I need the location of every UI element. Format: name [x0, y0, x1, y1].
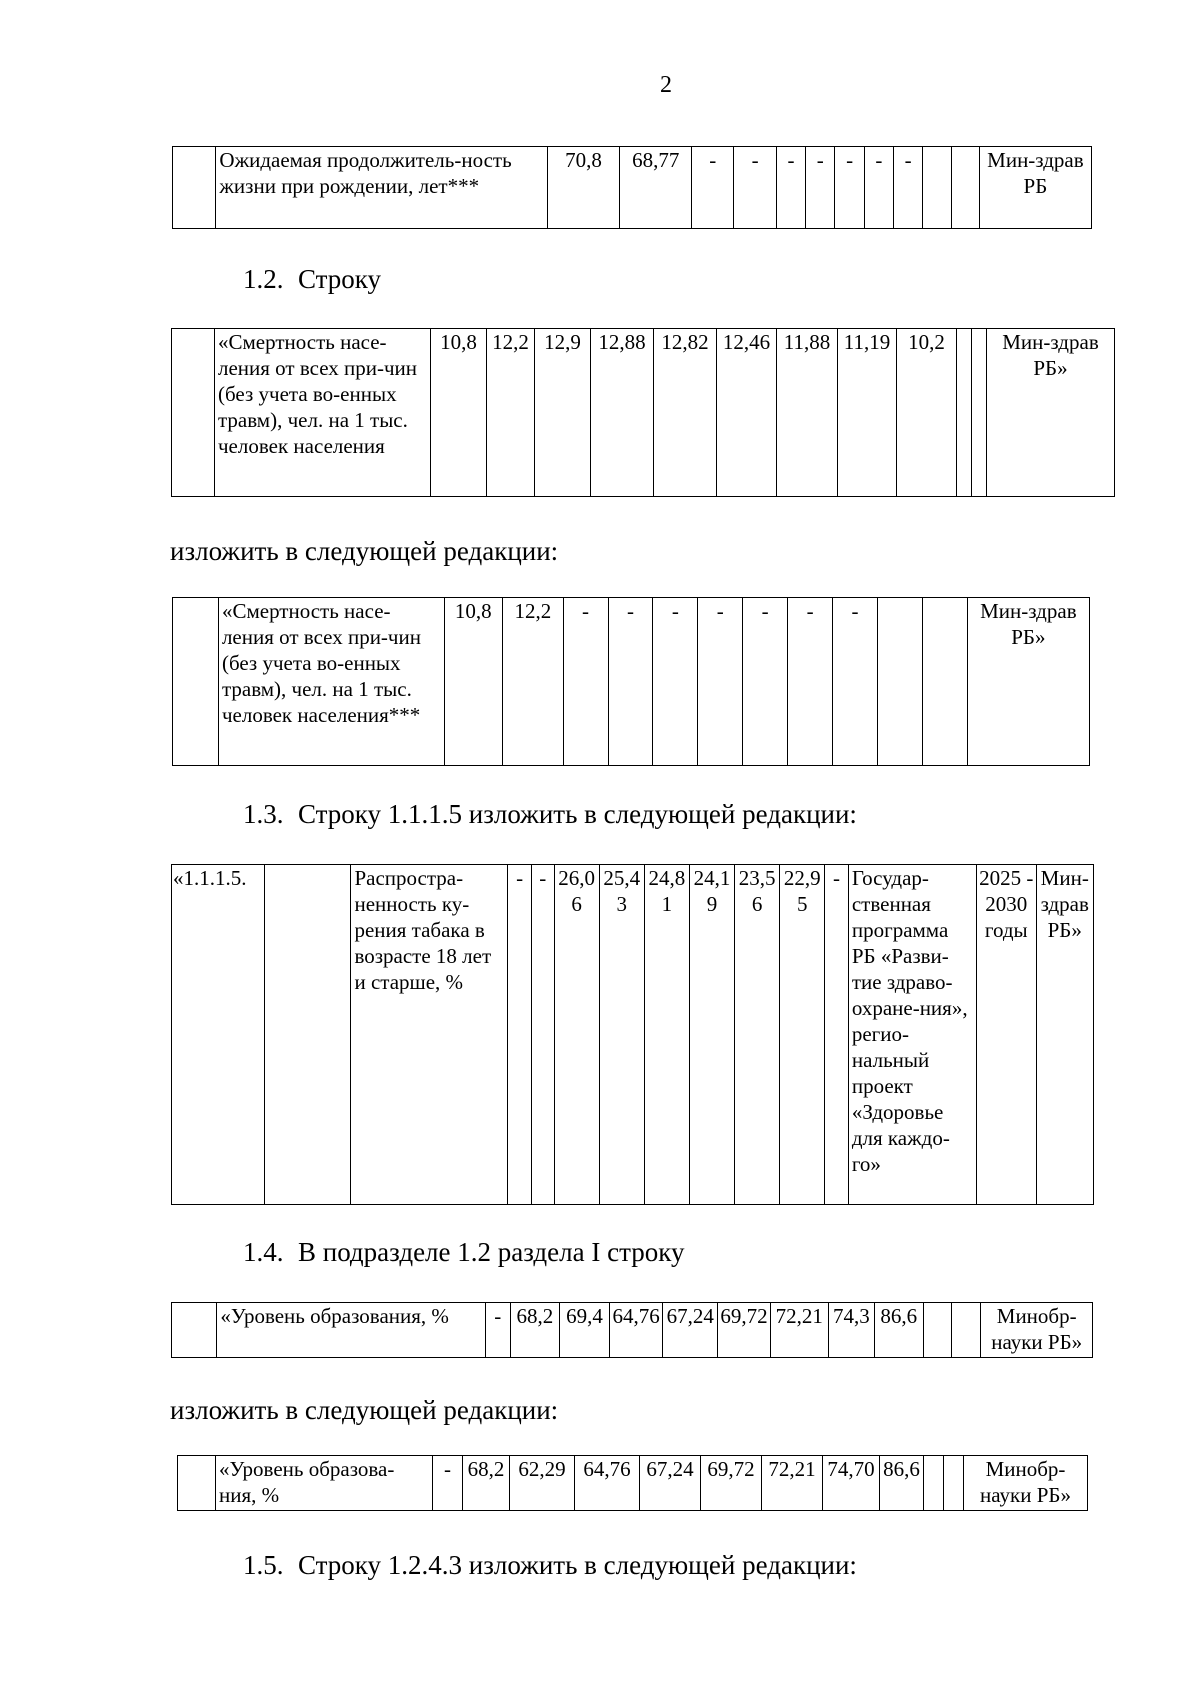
- indicator-label: Ожидаемая продолжитель-ность жизни при рождении, лет***: [216, 147, 547, 229]
- paragraph-text: Строку 1.2.4.3 изложить в следующей редакции:: [298, 1550, 857, 1580]
- paragraph-number: 1.2.: [243, 264, 284, 294]
- value-cell: -: [788, 598, 833, 766]
- value-cell: [877, 598, 922, 766]
- value-cell: -: [531, 865, 554, 1205]
- responsible-cell: Минобр-науки РБ»: [981, 1303, 1093, 1358]
- value-cell: 11,19: [838, 329, 897, 497]
- value-cell: 68,2: [463, 1456, 510, 1511]
- value-cell: 12,2: [487, 329, 535, 497]
- value-cell: 68,77: [620, 147, 692, 229]
- value-cell: 67,24: [663, 1303, 718, 1358]
- value-cell: -: [563, 598, 608, 766]
- value-cell: -: [776, 147, 805, 229]
- value-cell: -: [485, 1303, 510, 1358]
- value-cell: 69,4: [560, 1303, 610, 1358]
- paragraph-redaction-2: [170, 1395, 558, 1426]
- value-cell: 10,8: [431, 329, 487, 497]
- value-cell: 70,8: [547, 147, 620, 229]
- row-code-cell: [173, 598, 219, 766]
- value-cell: 12,46: [717, 329, 777, 497]
- value-cell: 72,21: [770, 1303, 828, 1358]
- indicator-label: «Уровень образова-ния, %: [216, 1456, 433, 1511]
- value-cell: [957, 329, 972, 497]
- value-cell: 11,88: [777, 329, 838, 497]
- paragraph-number: 1.3.: [243, 799, 284, 829]
- page-number: 2: [660, 72, 672, 98]
- value-cell: 26,06: [554, 865, 599, 1205]
- value-cell: 62,29: [510, 1456, 575, 1511]
- value-cell: 23,56: [735, 865, 780, 1205]
- value-cell: -: [743, 598, 788, 766]
- row-code-cell: [172, 1303, 217, 1358]
- value-cell: 12,2: [503, 598, 564, 766]
- value-cell: 10,8: [444, 598, 502, 766]
- value-cell: 64,76: [575, 1456, 640, 1511]
- value-cell: 86,6: [880, 1456, 924, 1511]
- paragraph-redaction-1: [170, 536, 558, 567]
- value-cell: [952, 1303, 981, 1358]
- responsible-cell: Мин-здрав РБ»: [967, 598, 1089, 766]
- responsible-cell: Мин-здрав РБ»: [987, 329, 1115, 497]
- value-cell: 12,88: [591, 329, 654, 497]
- indicator-label: Распростра-ненность ку-рения табака в возрасте 18 лет и старше, %: [351, 865, 508, 1205]
- value-cell: 74,70: [823, 1456, 880, 1511]
- table-mortality-old: [171, 328, 1115, 497]
- period-cell: 2025 - 2030 годы: [977, 865, 1036, 1205]
- value-cell: 74,3: [828, 1303, 874, 1358]
- value-cell: 69,72: [701, 1456, 762, 1511]
- empty-cell: [265, 865, 351, 1205]
- row-code-cell: [172, 329, 215, 497]
- value-cell: 24,81: [644, 865, 689, 1205]
- value-cell: [922, 598, 967, 766]
- value-cell: 67,24: [640, 1456, 701, 1511]
- table-life-expectancy: [172, 146, 1092, 229]
- paragraph-number: 1.4.: [243, 1237, 284, 1267]
- table-smoking-prevalence: [171, 864, 1094, 1205]
- value-cell: -: [698, 598, 743, 766]
- value-cell: 72,21: [762, 1456, 823, 1511]
- paragraph-1-2: [243, 264, 381, 295]
- paragraph-1-3: [243, 799, 857, 830]
- value-cell: -: [653, 598, 698, 766]
- value-cell: 68,2: [510, 1303, 560, 1358]
- value-cell: -: [608, 598, 653, 766]
- value-cell: [923, 147, 951, 229]
- paragraph-1-5: [243, 1550, 857, 1581]
- value-cell: 64,76: [609, 1303, 663, 1358]
- value-cell: -: [508, 865, 532, 1205]
- paragraph-text: В подразделе 1.2 раздела I строку: [298, 1237, 685, 1267]
- value-cell: [972, 329, 987, 497]
- paragraph-text: изложить в следующей редакции:: [170, 536, 559, 566]
- value-cell: 24,19: [689, 865, 734, 1205]
- value-cell: -: [835, 147, 864, 229]
- responsible-cell: Мин-здрав РБ»: [1036, 865, 1094, 1205]
- value-cell: -: [433, 1456, 463, 1511]
- paragraph-text: Строку: [298, 264, 382, 294]
- value-cell: [944, 1456, 964, 1511]
- value-cell: 86,6: [875, 1303, 924, 1358]
- value-cell: -: [806, 147, 835, 229]
- value-cell: -: [893, 147, 922, 229]
- row-code-cell: «1.1.1.5.: [172, 865, 265, 1205]
- indicator-label: «Смертность насе-ления от всех при-чин (без учета во-енных травм), чел. на 1 тыс. человек населения***: [218, 598, 444, 766]
- table-education-old: [171, 1302, 1093, 1358]
- value-cell: 25,43: [599, 865, 644, 1205]
- row-code-cell: [173, 147, 216, 229]
- paragraph-1-4: [243, 1237, 684, 1268]
- paragraph-number: 1.5.: [243, 1550, 284, 1580]
- value-cell: -: [692, 147, 734, 229]
- row-code-cell: [178, 1456, 216, 1511]
- value-cell: [924, 1456, 944, 1511]
- indicator-label: «Смертность насе-ления от всех при-чин (без учета во-енных травм), чел. на 1 тыс. человек населения: [215, 329, 431, 497]
- paragraph-text: изложить в следующей редакции:: [170, 1395, 559, 1425]
- value-cell: [923, 1303, 952, 1358]
- responsible-cell: Мин-здрав РБ: [979, 147, 1091, 229]
- value-cell: -: [734, 147, 776, 229]
- table-education-new: [177, 1455, 1088, 1511]
- value-cell: 10,2: [897, 329, 957, 497]
- value-cell: [951, 147, 979, 229]
- value-cell: 69,72: [718, 1303, 771, 1358]
- value-cell: 12,82: [654, 329, 717, 497]
- indicator-label: «Уровень образования, %: [217, 1303, 485, 1358]
- value-cell: -: [864, 147, 893, 229]
- value-cell: -: [833, 598, 878, 766]
- value-cell: -: [825, 865, 849, 1205]
- paragraph-text: Строку 1.1.1.5 изложить в следующей редакции:: [298, 799, 857, 829]
- value-cell: 22,95: [780, 865, 825, 1205]
- responsible-cell: Минобр-науки РБ»: [964, 1456, 1088, 1511]
- value-cell: 12,9: [535, 329, 591, 497]
- program-cell: Государ-ственная программа РБ «Разви-тие здраво-охране-ния», регио-нальный проект «Здоровье для каждо-го»: [848, 865, 976, 1205]
- table-mortality-new: [172, 597, 1090, 766]
